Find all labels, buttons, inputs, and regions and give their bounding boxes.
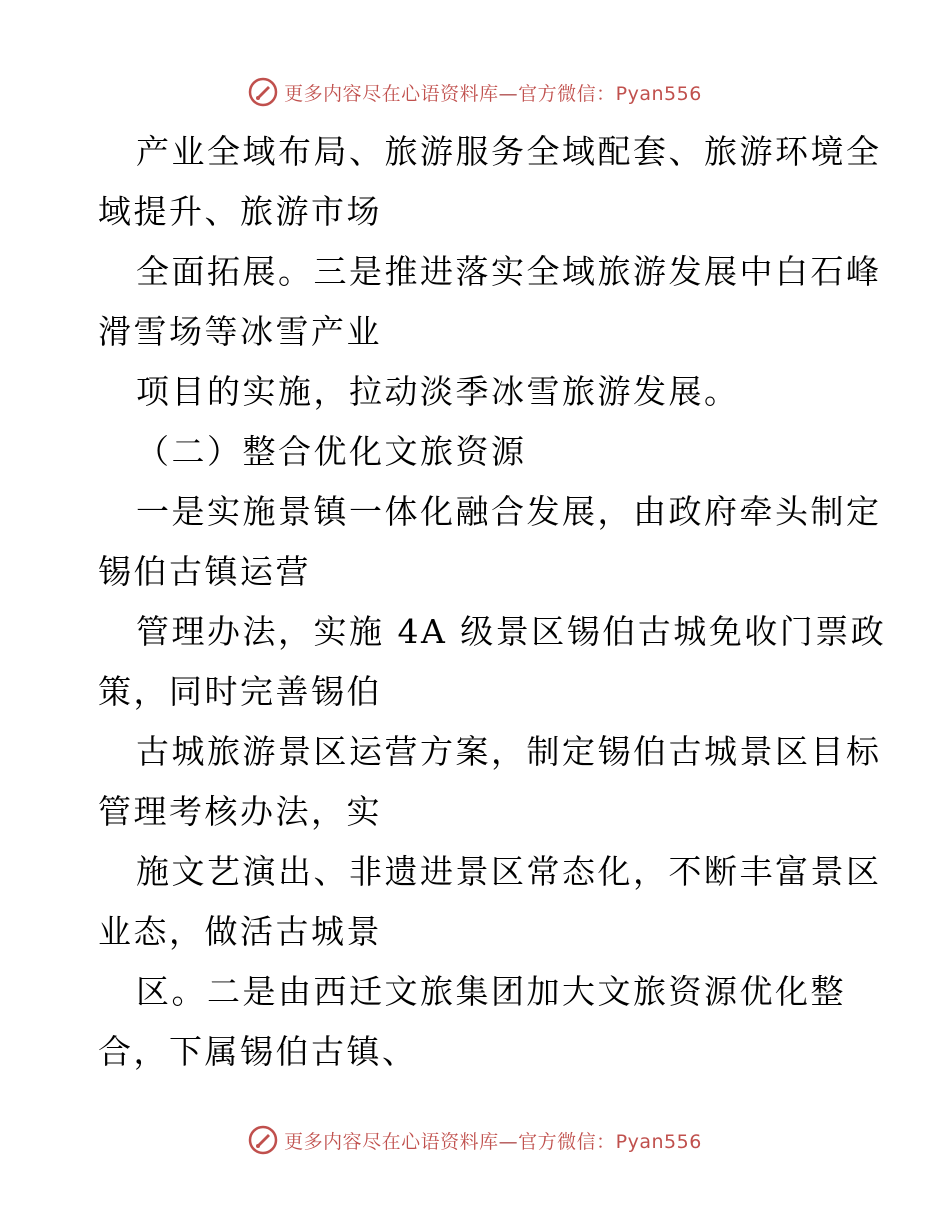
text-line: 锡伯古镇运营 [98, 552, 311, 591]
text-line: 项目的实施，拉动淡季冰雪旅游发展。 [136, 372, 740, 411]
text-line: 全面拓展。三是推进落实全域旅游发展中白石峰 [136, 252, 882, 291]
banner-wechat: 官方微信：Pyan556 [518, 82, 702, 105]
banner-brand: 更多内容尽在心语资料库 [284, 1130, 499, 1153]
banner-text [284, 79, 702, 106]
document-body [98, 122, 887, 1082]
banner-brand: 更多内容尽在心语资料库 [284, 82, 499, 105]
text-line: 古城旅游景区运营方案，制定锡伯古城景区目标 [136, 732, 882, 771]
text-line: 域提升、旅游市场 [98, 192, 382, 231]
banner-separator: — [498, 82, 519, 105]
banner-separator: — [498, 1130, 519, 1153]
footer-watermark-banner [0, 1120, 950, 1160]
header-watermark-banner [0, 72, 950, 112]
text-line: 区。二是由西迁文旅集团加大文旅资源优化整 [136, 972, 846, 1011]
text-line: 业态，做活古城景 [98, 912, 382, 951]
text-line: 施文艺演出、非遗进景区常态化，不断丰富景区 [136, 852, 882, 891]
text-line: 一是实施景镇一体化融合发展，由政府牵头制定 [136, 492, 882, 531]
text-line: 产业全域布局、旅游服务全域配套、旅游环境全 [136, 132, 882, 171]
logo-icon [248, 77, 278, 107]
logo-icon [248, 1125, 278, 1155]
text-line: 策，同时完善锡伯 [98, 672, 382, 711]
banner-wechat: 官方微信：Pyan556 [518, 1130, 702, 1153]
text-line: 管理考核办法，实 [98, 792, 382, 831]
section-heading: （二）整合优化文旅资源 [136, 432, 527, 471]
text-line: 滑雪场等冰雪产业 [98, 312, 382, 351]
text-line: 管理办法，实施 4A 级景区锡伯古城免收门票政 [136, 612, 887, 651]
banner-text [284, 1127, 702, 1154]
text-line: 合，下属锡伯古镇、 [98, 1032, 418, 1071]
